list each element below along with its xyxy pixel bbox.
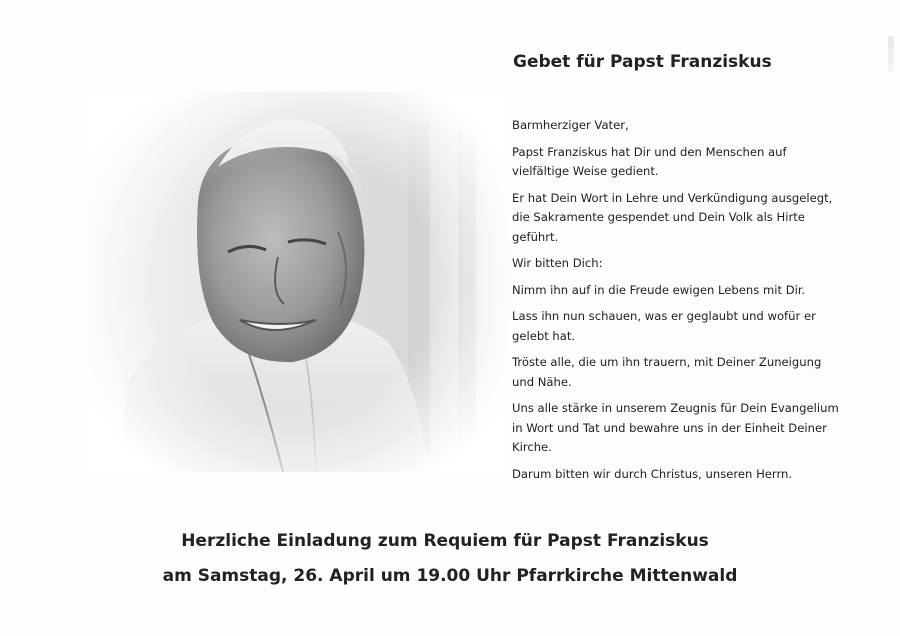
prayer-paragraph: Wir bitten Dich:: [512, 256, 603, 270]
prayer-text: [512, 116, 842, 491]
pope-portrait-photo: [88, 92, 508, 472]
prayer-paragraph: Darum bitten wir durch Christus, unseren Herrn.: [512, 466, 793, 481]
prayer-paragraph: Er hat Dein Wort in Lehre und Verkündigung ausgelegt, die Sakramente gespendet und Dein Volk als Hirte geführt.: [512, 190, 833, 244]
invitation-line-1: Herzliche Einladung zum Requiem für Papst Franziskus: [181, 531, 709, 551]
prayer-paragraph: Uns alle stärke in unserem Zeugnis für Dein Evangelium in Wort und Tat und bewahre uns in der Einheit Deiner Kirche.: [512, 401, 839, 454]
prayer-paragraph: Lass ihn nun schauen, was er geglaubt und wofür er gelebt hat.: [512, 309, 816, 343]
invitation-line-2: am Samstag, 26. April um 19.00 Uhr Pfarrkirche Mittenwald: [162, 566, 738, 586]
prayer-paragraph: Papst Franziskus hat Dir und den Menschen auf vielfältige Weise gedient.: [512, 144, 787, 178]
prayer-title: Gebet für Papst Franziskus: [513, 52, 772, 72]
prayer-paragraph: Tröste alle, die um ihn trauern, mit Deiner Zuneigung und Nähe.: [512, 355, 822, 389]
prayer-paragraph: Barmherziger Vater,: [512, 118, 629, 132]
prayer-paragraph: Nimm ihn auf in die Freude ewigen Lebens mit Dir.: [512, 282, 806, 297]
scan-edge-mark: [888, 36, 894, 72]
